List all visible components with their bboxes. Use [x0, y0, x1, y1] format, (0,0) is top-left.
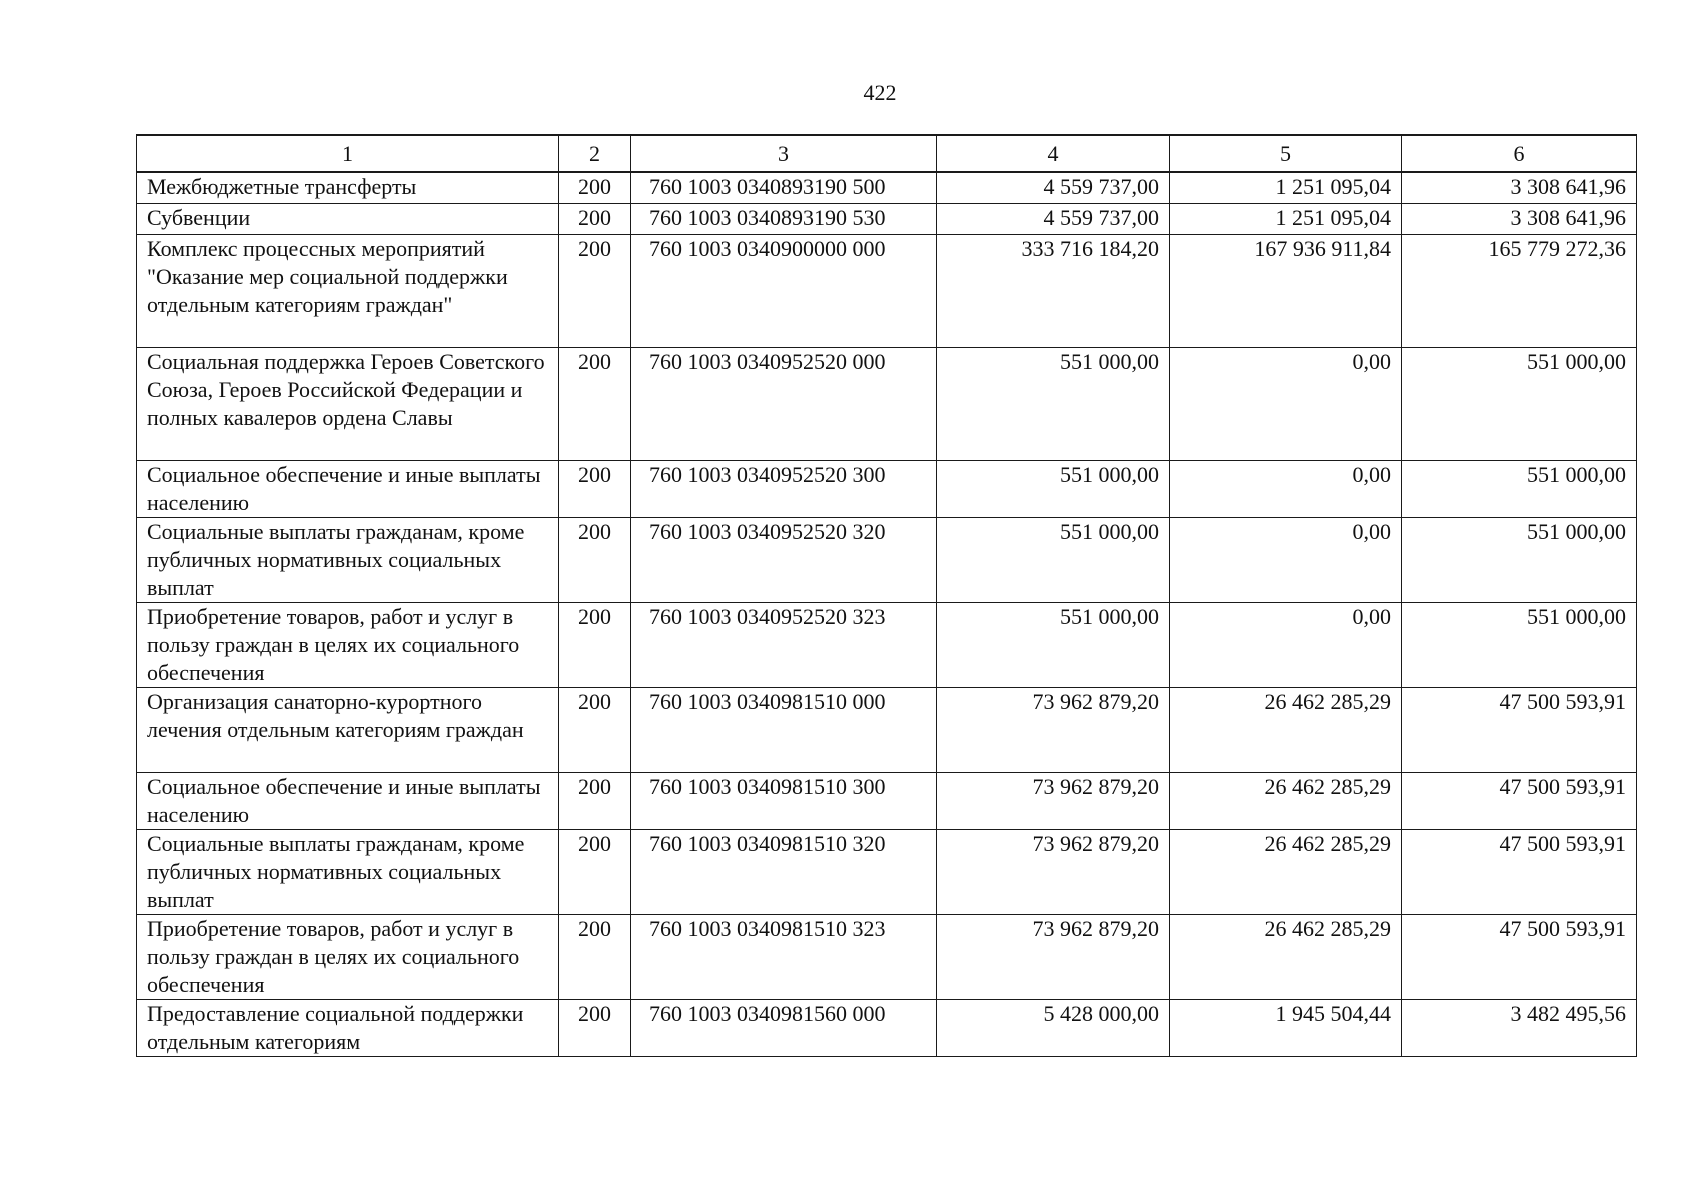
- table-row: [137, 830, 1637, 915]
- column-header: 3: [631, 135, 937, 172]
- row-col4: 73 962 879,20: [937, 915, 1170, 1000]
- row-col6: 3 482 495,56: [1402, 1000, 1637, 1057]
- row-name: Приобретение товаров, работ и услуг в пользу граждан в целях их социального обеспечения: [137, 603, 559, 688]
- row-col5: 26 462 285,29: [1170, 830, 1402, 915]
- row-name: Социальные выплаты гражданам, кроме публичных нормативных социальных выплат: [137, 830, 559, 915]
- row-col5: 167 936 911,84: [1170, 235, 1402, 348]
- table-row: [137, 603, 1637, 688]
- row-code: 760 1003 0340952520 323: [631, 603, 937, 688]
- row-col5: 26 462 285,29: [1170, 773, 1402, 830]
- row-col6: 47 500 593,91: [1402, 915, 1637, 1000]
- row-col2: 200: [559, 773, 631, 830]
- table-row: [137, 204, 1637, 235]
- row-col5: 0,00: [1170, 348, 1402, 461]
- row-col2: 200: [559, 461, 631, 518]
- row-col5: 26 462 285,29: [1170, 915, 1402, 1000]
- row-col2: 200: [559, 518, 631, 603]
- table-row: [137, 1000, 1637, 1057]
- row-name: Социальные выплаты гражданам, кроме публичных нормативных социальных выплат: [137, 518, 559, 603]
- row-name: Субвенции: [137, 204, 559, 235]
- column-header: 4: [937, 135, 1170, 172]
- row-col4: 73 962 879,20: [937, 773, 1170, 830]
- row-name: Комплекс процессных мероприятий "Оказание мер социальной поддержки отдельным категориям граждан": [137, 235, 559, 348]
- row-code: 760 1003 0340981510 323: [631, 915, 937, 1000]
- row-col2: 200: [559, 915, 631, 1000]
- row-code: 760 1003 0340952520 300: [631, 461, 937, 518]
- row-name: Социальное обеспечение и иные выплаты населению: [137, 773, 559, 830]
- row-col6: 47 500 593,91: [1402, 688, 1637, 773]
- row-code: 760 1003 0340952520 000: [631, 348, 937, 461]
- table-row: [137, 461, 1637, 518]
- row-name: Межбюджетные трансферты: [137, 172, 559, 204]
- row-col2: 200: [559, 235, 631, 348]
- column-header: 2: [559, 135, 631, 172]
- row-col6: 551 000,00: [1402, 348, 1637, 461]
- column-header: 1: [137, 135, 559, 172]
- row-col4: 73 962 879,20: [937, 830, 1170, 915]
- row-col2: 200: [559, 1000, 631, 1057]
- column-number-row: [137, 135, 1637, 172]
- table-row: [137, 348, 1637, 461]
- row-name: Приобретение товаров, работ и услуг в пользу граждан в целях их социального обеспечения: [137, 915, 559, 1000]
- row-col4: 551 000,00: [937, 603, 1170, 688]
- row-col6: 3 308 641,96: [1402, 204, 1637, 235]
- row-code: 760 1003 0340952520 320: [631, 518, 937, 603]
- table-row: [137, 172, 1637, 204]
- column-header: 6: [1402, 135, 1637, 172]
- table-row: [137, 518, 1637, 603]
- row-col2: 200: [559, 688, 631, 773]
- row-code: 760 1003 0340893190 500: [631, 172, 937, 204]
- table-row: [137, 773, 1637, 830]
- row-col2: 200: [559, 348, 631, 461]
- row-col4: 73 962 879,20: [937, 688, 1170, 773]
- row-col5: 0,00: [1170, 518, 1402, 603]
- row-col4: 4 559 737,00: [937, 172, 1170, 204]
- row-code: 760 1003 0340981510 300: [631, 773, 937, 830]
- row-code: 760 1003 0340900000 000: [631, 235, 937, 348]
- page-number: 422: [863, 80, 897, 105]
- row-col4: 4 559 737,00: [937, 204, 1170, 235]
- row-col6: 165 779 272,36: [1402, 235, 1637, 348]
- row-name: Социальное обеспечение и иные выплаты населению: [137, 461, 559, 518]
- row-col5: 1 251 095,04: [1170, 172, 1402, 204]
- row-name: Предоставление социальной поддержки отдельным категориям: [137, 1000, 559, 1057]
- row-col5: 0,00: [1170, 461, 1402, 518]
- row-code: 760 1003 0340981510 320: [631, 830, 937, 915]
- row-col5: 26 462 285,29: [1170, 688, 1402, 773]
- row-col6: 47 500 593,91: [1402, 830, 1637, 915]
- row-col5: 1 251 095,04: [1170, 204, 1402, 235]
- row-col4: 551 000,00: [937, 461, 1170, 518]
- budget-table: [136, 134, 1637, 1057]
- row-col6: 551 000,00: [1402, 518, 1637, 603]
- row-col6: 3 308 641,96: [1402, 172, 1637, 204]
- row-col6: 551 000,00: [1402, 603, 1637, 688]
- row-col4: 551 000,00: [937, 348, 1170, 461]
- row-name: Социальная поддержка Героев Советского Союза, Героев Российской Федерации и полных кавалеров ордена Славы: [137, 348, 559, 461]
- row-code: 760 1003 0340893190 530: [631, 204, 937, 235]
- row-col5: 1 945 504,44: [1170, 1000, 1402, 1057]
- row-col6: 551 000,00: [1402, 461, 1637, 518]
- row-col5: 0,00: [1170, 603, 1402, 688]
- row-col4: 551 000,00: [937, 518, 1170, 603]
- column-header: 5: [1170, 135, 1402, 172]
- table-row: [137, 688, 1637, 773]
- row-col6: 47 500 593,91: [1402, 773, 1637, 830]
- row-col2: 200: [559, 830, 631, 915]
- row-code: 760 1003 0340981510 000: [631, 688, 937, 773]
- row-name: Организация санаторно-курортного лечения отдельным категориям граждан: [137, 688, 559, 773]
- row-col2: 200: [559, 172, 631, 204]
- row-col4: 333 716 184,20: [937, 235, 1170, 348]
- row-col4: 5 428 000,00: [937, 1000, 1170, 1057]
- row-col2: 200: [559, 603, 631, 688]
- row-code: 760 1003 0340981560 000: [631, 1000, 937, 1057]
- row-col2: 200: [559, 204, 631, 235]
- table-row: [137, 235, 1637, 348]
- table-row: [137, 915, 1637, 1000]
